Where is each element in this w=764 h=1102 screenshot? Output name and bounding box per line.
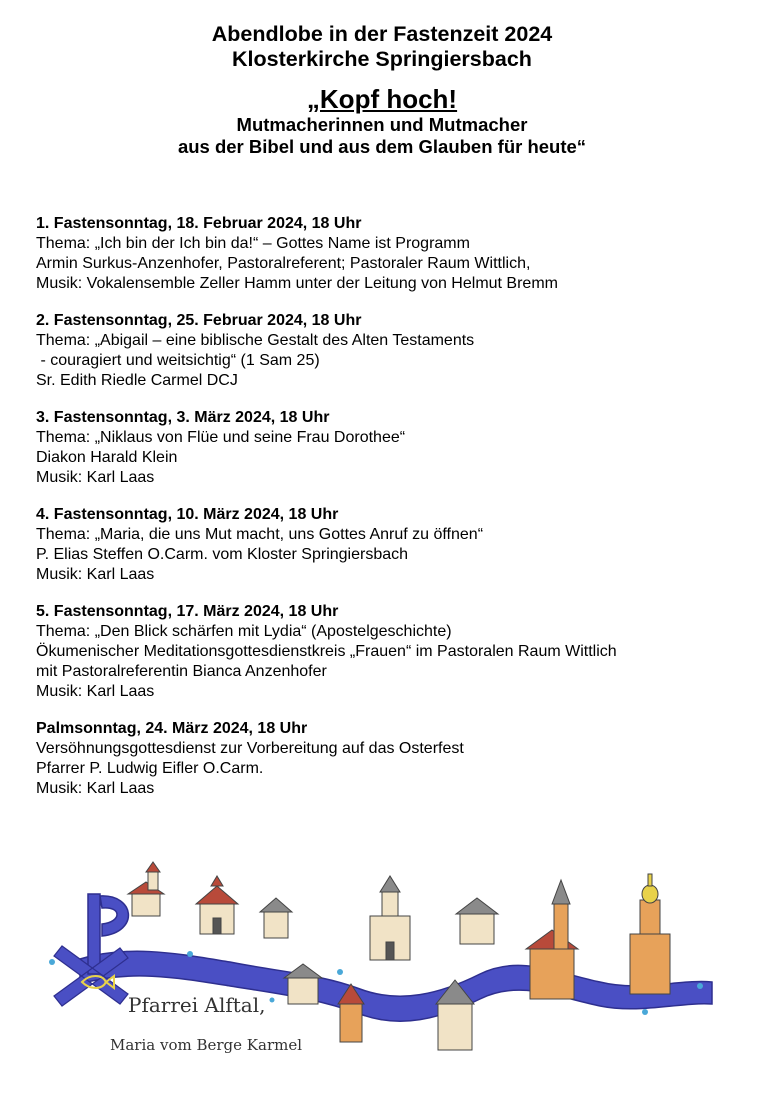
event-detail-line: Thema: „Abigail – eine biblische Gestalt des Alten Testaments [36, 332, 475, 349]
venue-title: Klosterkirche Springiersbach [232, 47, 532, 71]
event-item [36, 602, 736, 702]
event-detail-line: Ökumenischer Meditationsgottesdienstkreis „Frauen“ im Pastoralen Raum Wittlich [36, 643, 617, 660]
event-detail-line: Musik: Karl Laas [36, 780, 155, 797]
event-detail-line: Thema: „Den Blick schärfen mit Lydia“ (Apostelgeschichte) [36, 623, 452, 640]
church-5 [456, 898, 498, 944]
event-detail-line: Armin Surkus-Anzenhofer, Pastoralreferent; Pastoraler Raum Wittlich, [36, 255, 531, 272]
event-detail-line: Musik: Karl Laas [36, 683, 155, 700]
event-item [36, 214, 736, 294]
event-date: 4. Fastensonntag, 10. März 2024, 18 Uhr [36, 506, 339, 523]
event-detail-line: Musik: Vokalensemble Zeller Hamm unter der Leitung von Helmut Bremm [36, 275, 558, 292]
motto-title: „Kopf hoch! [306, 84, 458, 114]
event-detail-line: Musik: Karl Laas [36, 566, 155, 583]
event-detail-line: Thema: „Niklaus von Flüe und seine Frau Dorothee“ [36, 429, 406, 446]
event-detail-line: Musik: Karl Laas [36, 469, 155, 486]
logo-parish-name: Pfarrei Alftal, [128, 993, 266, 1017]
event-item [36, 408, 736, 488]
event-item [36, 311, 736, 391]
parish-logo-illustration [40, 854, 724, 1074]
event-detail-line: Sr. Edith Riedle Carmel DCJ [36, 372, 238, 389]
event-date: Palmsonntag, 24. März 2024, 18 Uhr [36, 720, 308, 737]
event-detail-line: mit Pastoralreferentin Bianca Anzenhofer [36, 663, 327, 680]
event-detail-line: Pfarrer P. Ludwig Eifler O.Carm. [36, 760, 264, 777]
event-series-title: Abendlobe in der Fastenzeit 2024 [211, 22, 553, 46]
header [0, 22, 764, 158]
church-3 [260, 898, 292, 938]
church-7 [630, 874, 670, 994]
church-4 [370, 876, 410, 960]
event-detail-line: Thema: „Maria, die uns Mut macht, uns Gottes Anruf zu öffnen“ [36, 526, 484, 543]
event-detail-line: P. Elias Steffen O.Carm. vom Kloster Springiersbach [36, 546, 409, 563]
church-6 [526, 880, 578, 999]
motto-subtitle-1: Mutmacherinnen und Mutmacher [236, 114, 528, 135]
event-item [36, 719, 736, 799]
event-item [36, 505, 736, 585]
motto-subtitle-2: aus der Bibel und aus dem Glauben für heute“ [177, 136, 587, 157]
event-detail-line: Diakon Harald Klein [36, 449, 178, 466]
event-date: 3. Fastensonntag, 3. März 2024, 18 Uhr [36, 409, 330, 426]
event-detail-line: - couragiert und weitsichtig“ (1 Sam 25) [36, 352, 320, 369]
event-list [36, 214, 736, 816]
event-detail-line: Thema: „Ich bin der Ich bin da!“ – Gottes Name ist Programm [36, 235, 470, 252]
logo-parish-subtitle: Maria vom Berge Karmel [110, 1036, 303, 1054]
event-detail-line: Versöhnungsgottesdienst zur Vorbereitung auf das Osterfest [36, 740, 464, 757]
event-date: 2. Fastensonntag, 25. Februar 2024, 18 Uhr [36, 312, 362, 329]
church-2 [196, 876, 238, 934]
event-date: 1. Fastensonntag, 18. Februar 2024, 18 Uhr [36, 215, 362, 232]
event-date: 5. Fastensonntag, 17. März 2024, 18 Uhr [36, 603, 339, 620]
church-8 [284, 964, 322, 1004]
church-1 [128, 862, 164, 916]
